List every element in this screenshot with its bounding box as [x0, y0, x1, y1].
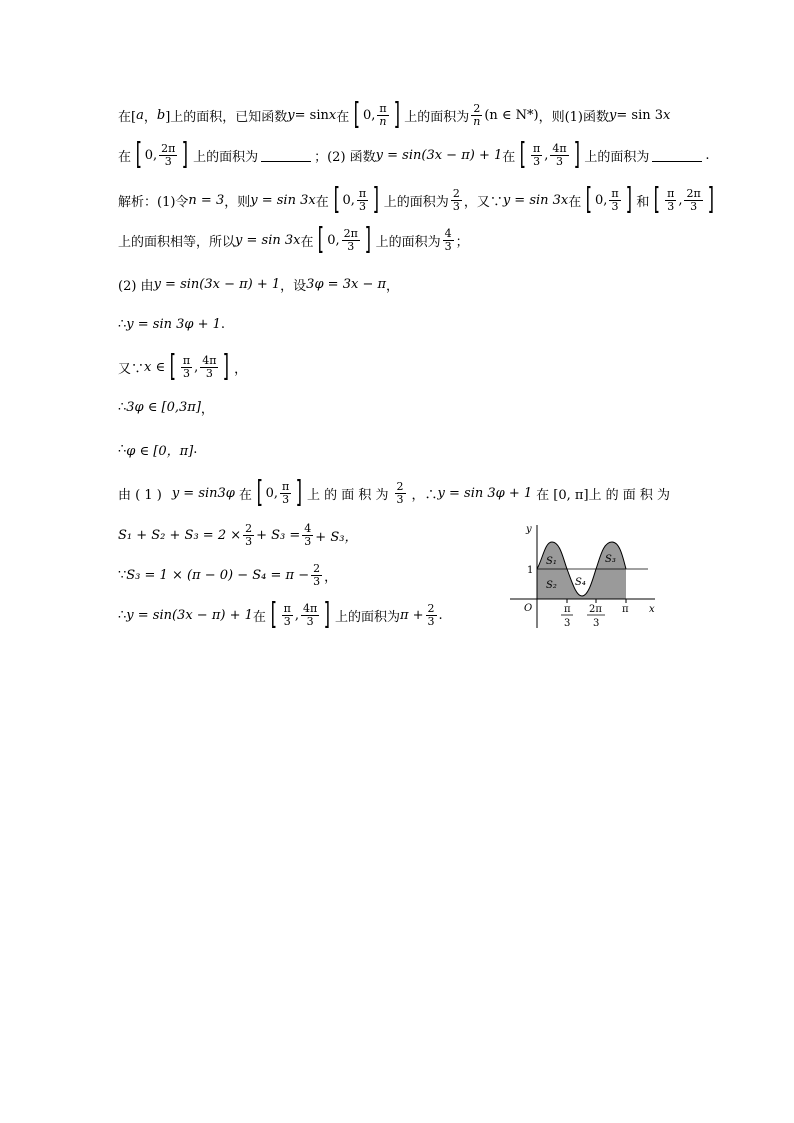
fraction: $\frac{\pi}{3}$ [182, 353, 191, 380]
formula: π + [399, 607, 424, 623]
formula: y = sin 3x [250, 192, 316, 208]
interval: [ $\frac{\pi}{3}$ , $\frac{2\pi}{3}$ ] [654, 182, 714, 217]
formula: y = sin 3φ + 1 [437, 485, 533, 501]
interval: [ 0, $\frac{2\pi}{3}$ ] [318, 222, 371, 257]
formula: n = 3 [188, 192, 225, 208]
fraction: $\frac{4\pi}{3}$ [202, 353, 217, 380]
formula: y = sin(3x − π) + 1 [375, 147, 503, 163]
interval: [ 0, $\frac{2\pi}{3}$ ] [135, 137, 189, 172]
y-tick-1: 1 [527, 565, 534, 576]
var-b: b [156, 107, 166, 123]
fraction: $\frac{2\pi}{3}$ [686, 186, 701, 213]
tick-2pi-over-3-num: 2π [589, 604, 602, 615]
interval: [ 0, $\frac{\pi}{n}$ ] [353, 97, 400, 132]
text: ， [386, 279, 400, 294]
formula: y = sin 3φ + 1 [126, 317, 221, 332]
label-s2: S₂ [546, 580, 557, 591]
fraction: $\frac{4}{3}$ [304, 522, 312, 548]
line-7: 又∵ x ∈ [ $\frac{\pi}{3}$ , $\frac{4\pi}{3}$ ] ， [118, 349, 248, 384]
text: 在 [568, 194, 582, 210]
formula: + S₃， [315, 530, 358, 545]
fraction: $\frac{\pi}{3}$ [667, 186, 675, 213]
line-11 [118, 523, 357, 548]
formula: 3φ ∈ [0,3π] [126, 400, 201, 415]
text: 0, [362, 107, 376, 123]
tick-pi-over-3-num: π [564, 604, 571, 615]
tick-2pi-over-3-den: 3 [593, 618, 600, 629]
text: 在 [502, 149, 516, 165]
fraction: $\frac{\pi}{3}$ [533, 141, 541, 168]
text: (n ∈ N*) [484, 107, 539, 123]
line-9: ∴ φ ∈ [0，π] . [118, 442, 198, 459]
fraction: $\frac{2\pi}{3}$ [161, 141, 176, 168]
fraction: $\frac{\pi}{n}$ [379, 101, 387, 128]
var-x: x [328, 107, 337, 123]
fraction: $\frac{\pi}{3}$ [283, 601, 291, 628]
text: 在 [336, 109, 350, 125]
line-3 [118, 182, 718, 217]
text: 在 [315, 194, 329, 210]
text: = sin 3 [616, 107, 664, 123]
formula: 3φ = 3x − π [306, 277, 387, 292]
line-10: 由 ( 1 ) y = sin3φ 在 [ 0, $\frac{\pi}{3}$ ] 上 的 面 积 为 $\frac{2}{3}$ ，∴ y = sin 3φ + 1 在 [0, π]上 的 面 积 为 [118, 475, 671, 510]
text: ，则 [224, 194, 251, 210]
fraction: $\frac{2}{3}$ [396, 479, 404, 506]
formula: y = sin3φ [171, 485, 235, 501]
answer-blank-2[interactable] [652, 149, 702, 162]
formula: φ ∈ [0，π] [126, 444, 194, 459]
line-8: ∴ 3φ ∈ [0,3π] ， [118, 400, 214, 417]
formula: y = sin 3x [502, 192, 569, 208]
formula: y = sin(3x − π) + 1 [153, 277, 281, 292]
text: 解析：(1)令 [118, 194, 189, 210]
text: . [705, 147, 710, 163]
sine-area-graph [505, 520, 665, 632]
fraction: $\frac{2}{3}$ [313, 562, 321, 588]
var-a: a [136, 107, 144, 123]
text: 0, [144, 147, 158, 163]
text: 上的面积为 [375, 234, 441, 250]
text: 上的面积为 [584, 149, 650, 165]
formula: S₃ = 1 × (π − 0) − S₄ = π − [126, 568, 310, 583]
text: 上的面积为 [404, 109, 470, 125]
x-axis-label: x [649, 604, 655, 615]
fraction: $\frac{4}{3}$ [444, 226, 452, 253]
text: 上的面积为 [383, 194, 449, 210]
text: 在 [118, 149, 132, 165]
fraction: $\frac{4\pi}{3}$ [302, 601, 318, 628]
interval: [ $\frac{\pi}{3}$ , $\frac{4\pi}{3}$ ] [270, 597, 331, 632]
var-y: y [609, 107, 617, 123]
formula: x ∈ [144, 359, 166, 375]
interval: [ 0, $\frac{\pi}{3}$ ] [256, 475, 303, 510]
text: ，设 [280, 279, 307, 294]
line-5 [118, 275, 399, 294]
fraction: $\frac{\pi}{3}$ [282, 479, 290, 506]
origin-label: O [524, 603, 533, 614]
text: ， [143, 109, 157, 125]
var-x: x [663, 107, 671, 123]
interval: [ $\frac{\pi}{3}$ , $\frac{4\pi}{3}$ ] [169, 349, 230, 384]
line-12: ∵ S₃ = 1 × (π − 0) − S₄ = π − $\frac{2}{3}$ ， [118, 562, 338, 588]
fraction: $\frac{2}{n}$ [473, 101, 481, 128]
text: ；(2) 函数 [314, 149, 376, 165]
text: ； [455, 234, 469, 250]
tick-pi: π [622, 604, 629, 615]
fraction: $\frac{\pi}{3}$ [611, 186, 619, 213]
line-6: ∴ y = sin 3φ + 1 . [118, 317, 226, 332]
text: 上的面积为 [193, 149, 259, 165]
text: 在 [300, 234, 314, 250]
formula: + S₃ = [256, 528, 301, 543]
text: ]上的面积，已知函数 [165, 109, 288, 125]
y-axis-label: y [526, 524, 532, 535]
text: 上的面积相等，所以 [118, 234, 236, 250]
fraction: $\frac{2}{3}$ [427, 601, 435, 628]
text: ，则(1)函数 [538, 109, 610, 125]
fraction: $\frac{2}{3}$ [245, 522, 253, 548]
line-2 [118, 137, 710, 172]
text: 和 [636, 194, 650, 210]
label-s3: S₃ [605, 554, 616, 565]
interval: [ 0, $\frac{\pi}{3}$ ] [585, 182, 632, 217]
label-s1: S₁ [546, 556, 557, 567]
line-1 [118, 97, 671, 132]
text: ，又∵ [463, 194, 503, 210]
line-4 [118, 222, 469, 257]
area-s3 [596, 542, 626, 599]
formula: S₁ + S₂ + S₃ = 2 × [118, 528, 242, 543]
fraction: $\frac{2}{3}$ [452, 186, 460, 213]
fraction: $\frac{2\pi}{3}$ [343, 226, 358, 253]
interval: [ $\frac{\pi}{3}$ , $\frac{4\pi}{3}$ ] [519, 137, 580, 172]
answer-blank-1[interactable] [261, 149, 311, 162]
interval: [ 0, $\frac{\pi}{3}$ ] [333, 182, 380, 217]
label-s4: S₄ [575, 577, 586, 588]
formula: y = sin 3x [235, 232, 301, 248]
fraction: $\frac{4\pi}{3}$ [552, 141, 567, 168]
text: 在[ [118, 109, 137, 125]
tick-pi-over-3-den: 3 [564, 618, 571, 629]
var-y: y [287, 107, 295, 123]
text: (2) 由 [118, 279, 154, 294]
line-13: ∴ y = sin(3x − π) + 1 在 [ $\frac{\pi}{3}$ , $\frac{4\pi}{3}$ ] 上的面积为 π + $\frac{2}{3}$ . [118, 597, 443, 632]
formula: y = sin(3x − π) + 1 [126, 607, 253, 623]
fraction: $\frac{\pi}{3}$ [358, 186, 367, 213]
text: = sin [294, 107, 329, 123]
